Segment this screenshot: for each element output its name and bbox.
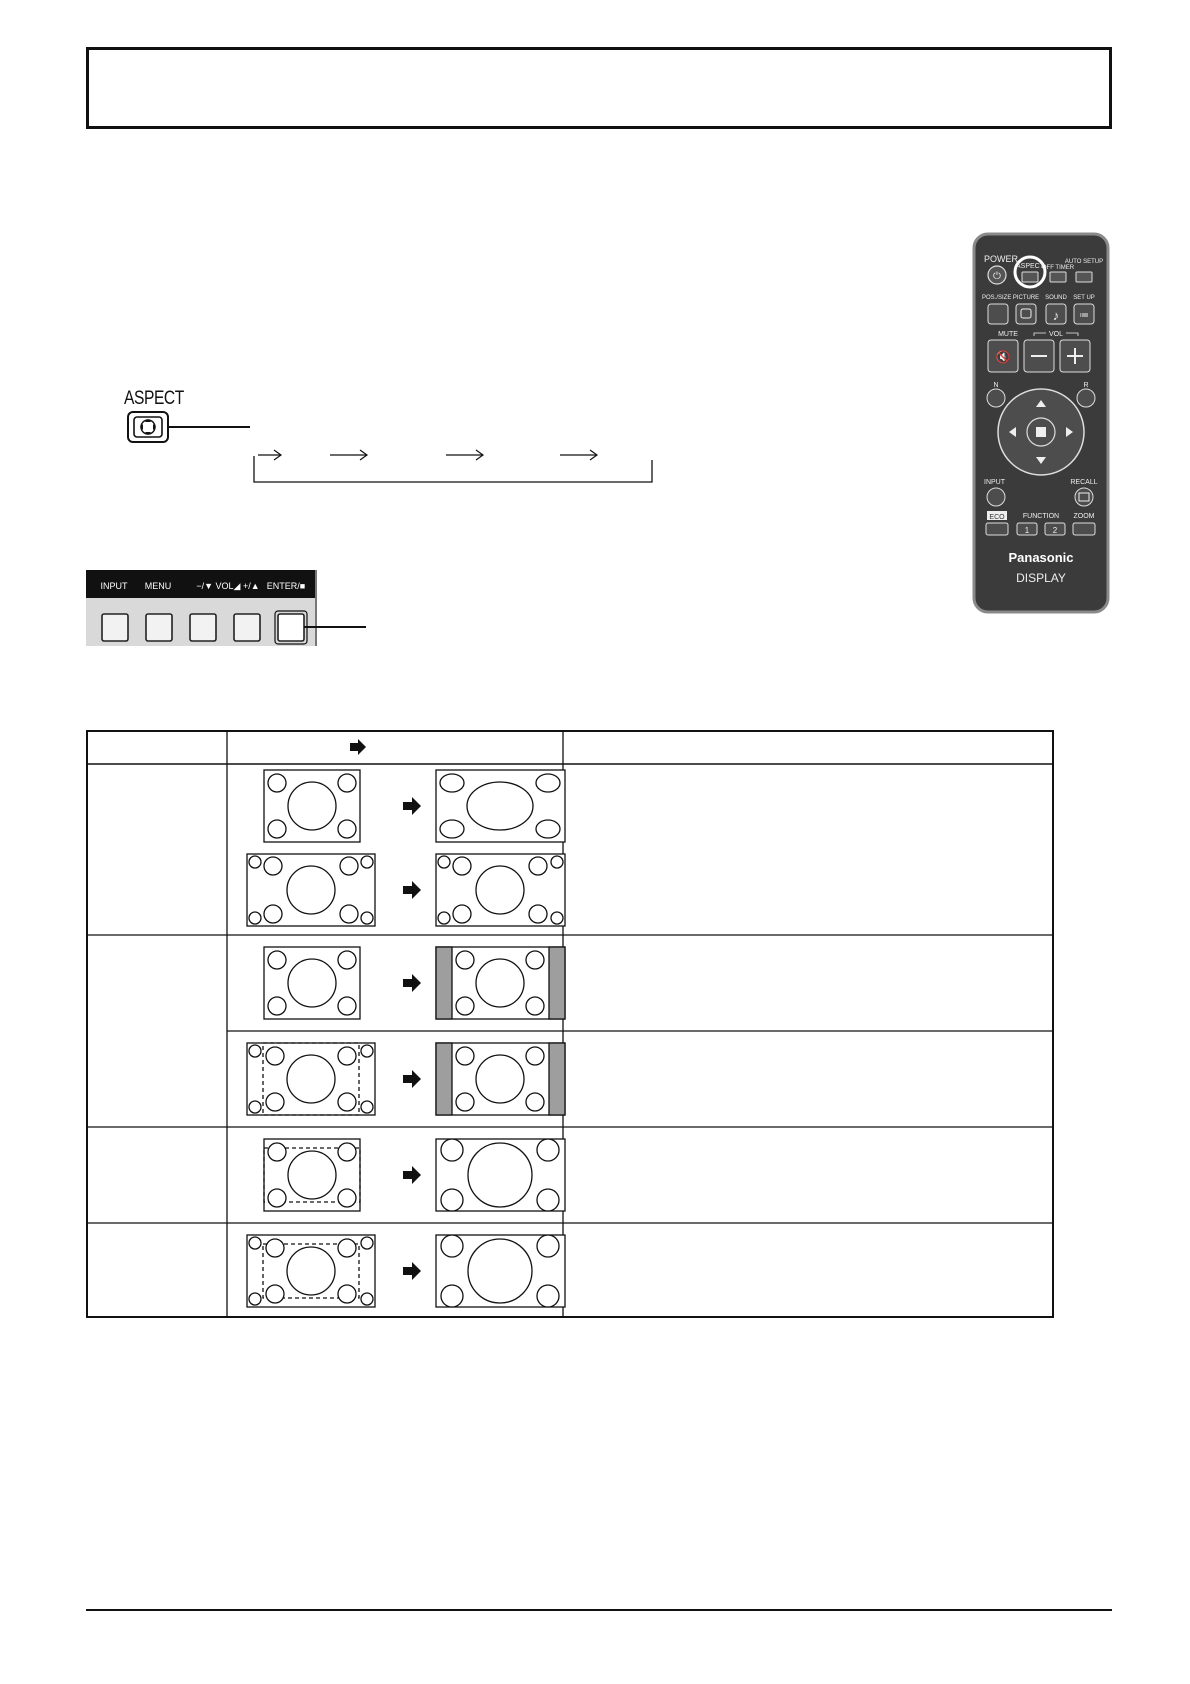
remote-label-vol: VOL (1048, 331, 1064, 338)
music-note-icon: ♪ (1052, 308, 1060, 323)
diagram-row3 (264, 1139, 565, 1211)
brand-logo: Panasonic (1008, 550, 1074, 565)
auto-setup-button[interactable] (1076, 272, 1092, 282)
diagram-row1-b (247, 854, 565, 926)
aspect-diagrams (227, 730, 567, 1318)
remote-label-input: INPUT (984, 479, 1005, 486)
remote-label-aspect: ASPECT (1015, 263, 1045, 270)
remote-label-power: POWER (984, 254, 1019, 264)
r-button[interactable] (1077, 389, 1095, 407)
remote-label-recall: RECALL (1070, 479, 1098, 486)
cycle-arrow-4 (560, 450, 597, 460)
footer-rule (86, 1609, 1112, 1611)
panel-label-enter: ENTER/■ (266, 581, 306, 591)
remote-label-sound: SOUND (1045, 295, 1067, 301)
aspect-cycle-diagram (120, 408, 680, 488)
diagram-row2-a (264, 947, 565, 1019)
zoom-button[interactable] (1073, 523, 1095, 535)
panel-menu-button[interactable] (146, 614, 172, 641)
remote-label-auto-setup: AUTO SETUP (1064, 259, 1104, 265)
aspect-button-label: ASPECT (124, 388, 184, 409)
remote-label-offtimer: OFF TIMER (1041, 265, 1075, 271)
stop-square-icon (1036, 427, 1046, 437)
diagram-row1-a (264, 770, 565, 842)
aspect-button[interactable] (1022, 272, 1038, 282)
function-2-label: 2 (1052, 526, 1058, 535)
panel-label-vol: −/▼ VOL◢ +/▲ (196, 581, 260, 591)
cycle-arrow-1 (258, 450, 281, 460)
panel-enter-button[interactable] (278, 614, 304, 641)
remote-label-r: R (1083, 382, 1089, 389)
remote-label-eco: ECO (989, 514, 1005, 521)
remote-control (972, 232, 1114, 618)
mute-icon: 🔇 (995, 350, 1011, 364)
function-1-label: 1 (1024, 526, 1030, 535)
list-icon: ≔ (1079, 310, 1089, 321)
eco-button[interactable] (986, 523, 1008, 535)
remote-label-mute: MUTE (998, 331, 1018, 338)
remote-label-function: FUNCTION (1022, 513, 1060, 520)
picture-button[interactable] (1016, 304, 1036, 324)
remote-label-picture: PICTURE (1012, 295, 1040, 301)
panel-input-button[interactable] (102, 614, 128, 641)
power-icon: ⏻ (993, 271, 1001, 282)
cycle-arrow-3 (446, 450, 483, 460)
remote-label-zoom: ZOOM (1073, 513, 1095, 520)
offtimer-button[interactable] (1050, 272, 1066, 282)
diagram-row4 (247, 1235, 565, 1307)
pos-size-button[interactable] (988, 304, 1008, 324)
cycle-loop (254, 456, 652, 482)
panel-vol-up-button[interactable] (234, 614, 260, 641)
remote-model-label: DISPLAY (1016, 571, 1066, 585)
n-button[interactable] (987, 389, 1005, 407)
input-button[interactable] (987, 488, 1005, 506)
panel-label-menu: MENU (144, 581, 172, 591)
recall-button[interactable] (1075, 488, 1093, 506)
remote-label-n: N (993, 382, 999, 389)
panel-vol-down-button[interactable] (190, 614, 216, 641)
remote-label-pos-size: POS./SIZE (982, 295, 1012, 301)
remote-label-setup: SET UP (1073, 295, 1095, 301)
aspect-button-icon (128, 412, 168, 442)
panel-label-input: INPUT (100, 581, 128, 591)
diagram-row2-b (247, 1043, 565, 1115)
aspect-mode-table (86, 730, 1054, 1318)
title-box (86, 47, 1112, 129)
cycle-arrow-2 (330, 450, 367, 460)
unit-control-panel (86, 570, 386, 650)
